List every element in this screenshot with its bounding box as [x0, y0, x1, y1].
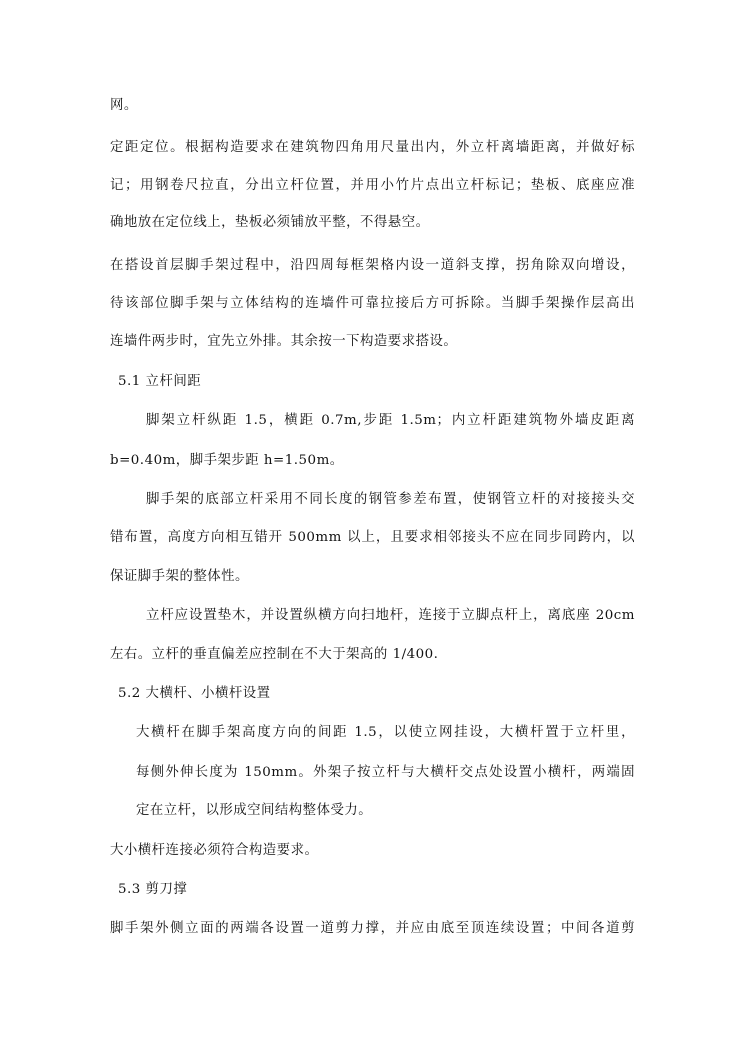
text-line-12: 错布置，高度方向相互错开 500mm 以上，且要求相邻接头不应在同步同跨内，以	[110, 530, 635, 545]
text-line-13: 保证脚手架的整体性。	[110, 569, 249, 584]
section-heading-5-1: 5.1 立杆间距	[118, 374, 202, 389]
section-heading-5-2: 5.2 大横杆、小横杆设置	[118, 686, 271, 701]
text-line-9: 脚架立杆纵距 1.5，横距 0.7m,步距 1.5m；内立杆距建筑物外墙皮距离	[146, 413, 635, 428]
text-line-6: 待该部位脚手架与立体结构的连墙件可靠拉接后方可拆除。当脚手架操作层高出	[110, 296, 635, 311]
text-line-4: 确地放在定位线上，垫板必须铺放平整，不得悬空。	[110, 215, 430, 230]
text-line-19: 定在立杆，以形成空间结构整体受力。	[136, 803, 373, 818]
text-line-20: 大小横杆连接必须符合构造要求。	[110, 843, 319, 858]
text-line-10: b=0.40m，脚手架步距 h=1.50m。	[110, 453, 344, 468]
text-line-7: 连墙件两步时，宜先立外排。其余按一下构造要求搭设。	[110, 334, 458, 349]
text-line-5: 在搭设首层脚手架过程中，沿四周每框架格内设一道斜支撑，拐角除双向增设，	[110, 258, 635, 273]
text-line-1: 网。	[110, 98, 138, 113]
text-line-22: 脚手架外侧立面的两端各设置一道剪力撑，并应由底至顶连续设置；中间各道剪	[110, 921, 635, 936]
text-line-3: 记；用钢卷尺拉直，分出立杆位置，并用小竹片点出立杆标记；垫板、底座应准	[110, 178, 635, 193]
text-line-2: 定距定位。根据构造要求在建筑物四角用尺量出内，外立杆离墙距离，并做好标	[110, 140, 635, 155]
section-heading-5-3: 5.3 剪刀撑	[118, 882, 188, 897]
text-line-11: 脚手架的底部立杆采用不同长度的钢管参差布置，使钢管立杆的对接接头交	[146, 492, 635, 507]
text-line-17: 大横杆在脚手架高度方向的间距 1.5，以使立网挂设，大横杆置于立杆里，	[136, 725, 635, 740]
text-line-18: 每侧外伸长度为 150mm。外架子按立杆与大横杆交点处设置小横杆，两端固	[136, 765, 635, 780]
text-line-15: 左右。立杆的垂直偏差应控制在不大于架高的 1/400.	[110, 647, 439, 662]
text-line-14: 立杆应设置垫木，并设置纵横方向扫地杆，连接于立脚点杆上，离底座 20cm	[146, 608, 635, 623]
